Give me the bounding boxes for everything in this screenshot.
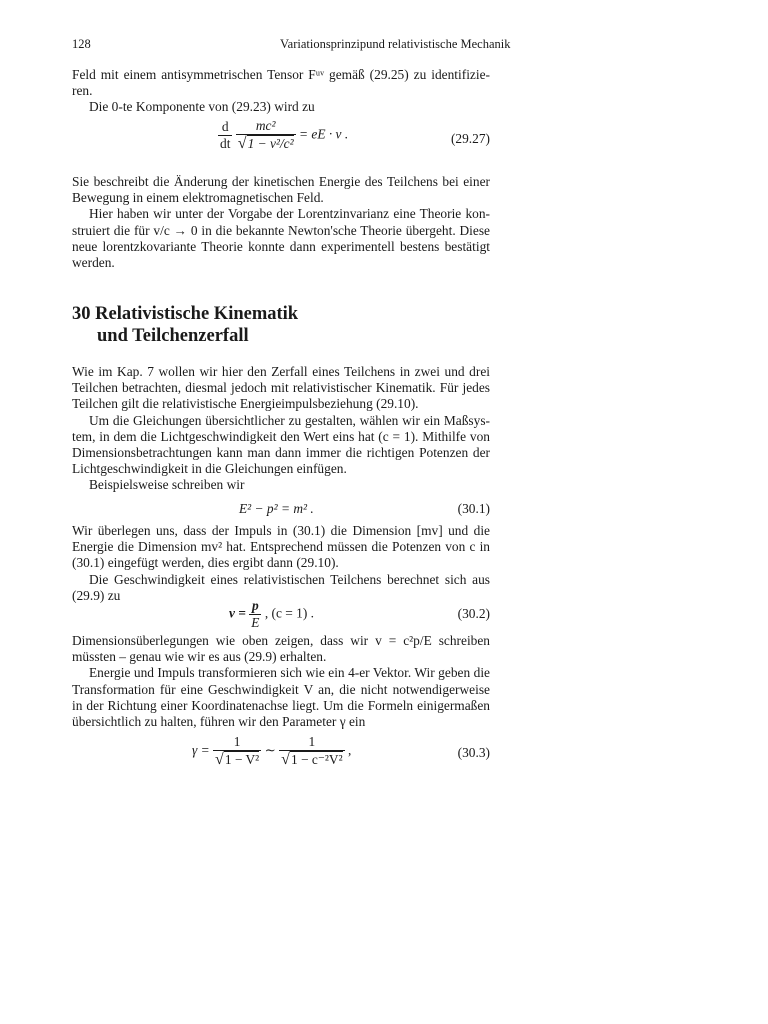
text-line: müssten – genau wie wir es aus (29.9) erhalten.	[72, 649, 327, 665]
text-line: Sie beschreibt die Änderung der kinetischen Energie des Teilchens bei einer	[72, 174, 490, 189]
equation-number: (29.27)	[450, 131, 490, 146]
equation-29-27: $\frac{d}{dt}$ $\frac{\text{mc²}}{\text{√1 − v²/c²}}$ = eE · v . (29.27)	[220, 118, 490, 152]
text-line: Um die Gleichungen übersichtlicher zu gestalten, wählen wir ein Maßsys-	[89, 412, 490, 428]
paragraph-block-3	[72, 364, 490, 494]
section-title-line-1: 30 Relativistische Kinematik	[72, 304, 299, 324]
eq-tail: ,	[347, 742, 352, 758]
eq-tail: , (c = 1) .	[264, 605, 315, 621]
eq-numerator: p	[252, 598, 259, 613]
eq-denominator: E	[251, 615, 260, 630]
text-line: tem, in dem die Lichtgeschwindigkeit den Wert eins hat (c = 1). Mithilfe von	[72, 428, 490, 444]
text-line: ren.	[72, 83, 93, 99]
text-line: neue lorentzkovariante Theorie konnte dann experimentell bestens bestätigt	[72, 238, 490, 254]
eq-sqrt-inner: 1 − v²/c²	[247, 136, 294, 151]
eq-d-numerator: d	[221, 119, 229, 134]
text-line: Wie im Kap. 7 wollen wir hier den Zerfall eines Teilchens in zwei und drei	[72, 364, 490, 379]
text-line: übersichtlich zu halten, führen wir den Parameter γ ein	[72, 714, 366, 730]
text-line: Die Geschwindigkeit eines relativistischen Teilchens berechnet sich aus	[89, 571, 490, 587]
eq-denominator-1: 1 − V²	[224, 752, 260, 767]
text-line: Beispielsweise schreiben wir	[89, 477, 245, 493]
eq-sim: ∼	[264, 742, 276, 758]
equation-number: (30.1)	[457, 501, 490, 516]
eq-body: E² − p² = m² .	[239, 501, 314, 516]
text-line: Lichtgeschwindigkeit in die Gleichungen einfügen.	[72, 461, 347, 477]
text-line: (30.1) eingefügt werden, dies ergibt dann (29.10).	[72, 555, 339, 571]
text-line: werden.	[72, 255, 115, 271]
eq-lhs: γ =	[192, 742, 210, 758]
text-line: Teilchen gilt die relativistische Energieimpulsbeziehung (29.10).	[72, 396, 419, 412]
eq-mc2-numerator: mc²	[255, 118, 276, 133]
running-title: Variationsprinzipund relativistische Mechanik	[280, 37, 511, 51]
text-line: Energie und Impuls transformieren sich wie ein 4-er Vektor. Wir geben die	[89, 665, 490, 681]
eq-dt-denominator: dt	[220, 136, 231, 151]
section-title-line-2: und Teilchenzerfall	[97, 326, 249, 346]
text-line: Bewegung in einem elektromagnetischen Feld.	[72, 190, 324, 206]
paragraph-block-1	[72, 67, 490, 116]
paragraph-block-4	[72, 523, 490, 604]
paragraph-block-2	[72, 174, 490, 271]
text-line: (29.9) zu	[72, 587, 121, 603]
text-line: Dimensionsüberlegungen wie oben zeigen, dass wir v = c²p/E schreiben	[72, 633, 490, 648]
text-line: Wir überlegen uns, dass der Impuls in (30.1) die Dimension [mv] und die	[72, 523, 490, 538]
text-line: Hier haben wir unter der Vorgabe der Lorentzinvarianz eine Theorie kon-	[89, 206, 490, 222]
equation-30-2	[72, 598, 490, 630]
text-line: Energie die Dimension mv² hat. Entsprechend müssen die Potenzen von c in	[72, 539, 490, 555]
page-number: 128	[72, 37, 91, 51]
text-line: Transformation für eine Geschwindigkeit V an, die nicht notwendigerweise	[72, 681, 490, 697]
equation-number: (30.3)	[457, 745, 490, 760]
text-line: Teilchen betrachten, diesmal jedoch mit relativistischer Kinematik. Für jedes	[72, 380, 490, 396]
equation-30-1	[72, 501, 490, 519]
text-line: in der Richtung einer Koordinatenachse liegt. Um die Formeln einigermaßen	[72, 697, 490, 713]
eq-numerator-1: 1	[233, 734, 241, 749]
equation-30-3: γ = $\frac{1}{\text{√1 − V²}}$ ∼ $\frac{1}{\text{√1 − c⁻²V²}}$ , (30.3)	[192, 734, 490, 768]
text-line: Dimensionsbetrachtungen kann man dann immer die richtigen Potenzen der	[72, 445, 490, 461]
paragraph-block-5	[72, 633, 490, 730]
text-line: Feld mit einem antisymmetrischen Tensor Fᵘᵛ gemäß (29.25) zu identifizie-	[72, 67, 490, 82]
eq-denominator-2: 1 − c⁻²V²	[290, 752, 343, 767]
text-line: Die 0-te Komponente von (29.23) wird zu	[89, 99, 315, 115]
section-title	[72, 303, 298, 347]
eq-lhs: v =	[229, 605, 246, 621]
text-line: struiert die für v/c → 0 in die bekannte Newton'sche Theorie übergeht. Diese	[72, 222, 490, 238]
equation-number: (30.2)	[457, 606, 490, 621]
eq-rhs: = eE · v .	[299, 126, 349, 142]
eq-numerator-2: 1	[308, 734, 316, 749]
